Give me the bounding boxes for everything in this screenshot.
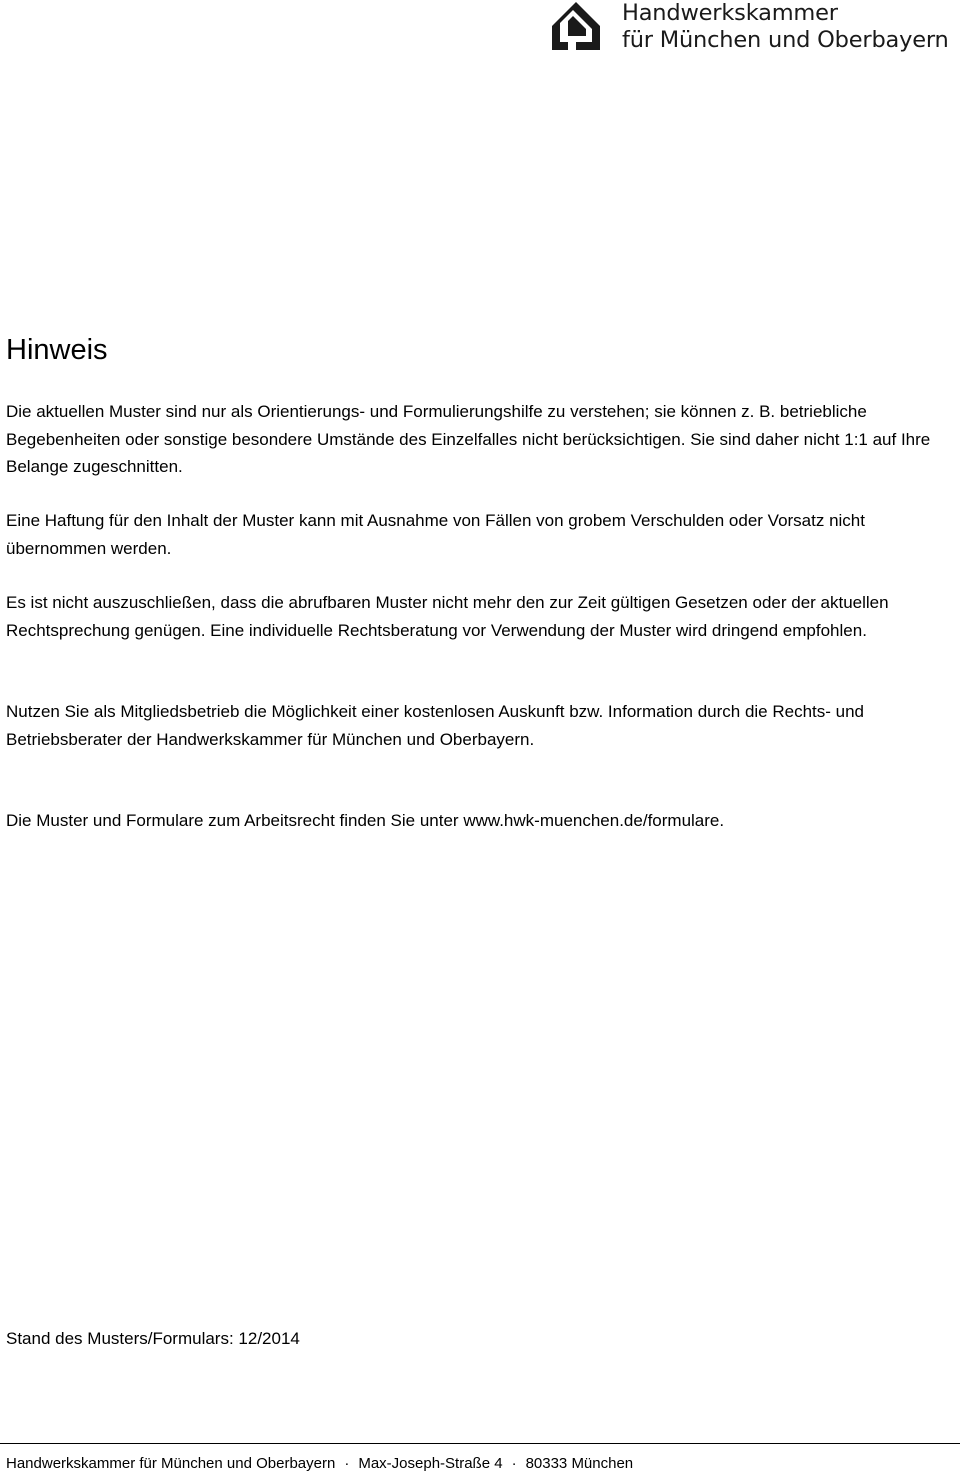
footer-address xyxy=(6,1453,633,1475)
hwk-logo-mark-icon xyxy=(552,2,600,50)
paragraph-forms-link: Die Muster und Formulare zum Arbeitsrecht finden Sie unter www.hwk-muenchen.de/formulare. xyxy=(6,811,725,830)
paragraph-disclaimer: Die aktuellen Muster sind nur als Orientierungs- und Formulierungshilfe zu verstehen; sie können z. B. betriebliche Begebenheiten oder sonstige besondere Umstände des Einzelfalles nicht berücksichtigen. Sie sind daher nicht 1:1 auf Ihre Belange zugeschnitten. xyxy=(6,402,931,476)
footer-street: Max-Joseph-Straße 4 xyxy=(358,1455,503,1472)
logo-line-2: für München und Oberbayern xyxy=(622,27,949,53)
form-version-date: Stand des Musters/Formulars: 12/2014 xyxy=(6,1329,300,1348)
footer-org: Handwerkskammer für München und Oberbayern xyxy=(6,1455,336,1472)
header-logo xyxy=(550,0,960,56)
page-title: Hinweis xyxy=(6,334,108,366)
footer-separator: · xyxy=(344,1455,350,1472)
logo-wordmark xyxy=(622,0,949,54)
paragraph-legal-validity: Es ist nicht auszuschließen, dass die abrufbaren Muster nicht mehr den zur Zeit gültigen Gesetzen oder der aktuellen Rechtsprechung genügen. Eine individuelle Rechtsberatung vor Verwendung der Muster wird dringend empfohlen. xyxy=(6,593,889,640)
paragraph-liability: Eine Haftung für den Inhalt der Muster kann mit Ausnahme von Fällen von grobem Verschulden oder Vorsatz nicht übernommen werden. xyxy=(6,511,865,558)
paragraph-consultation: Nutzen Sie als Mitgliedsbetrieb die Möglichkeit einer kostenlosen Auskunft bzw. Information durch die Rechts- und Betriebsberater der Handwerkskammer für München und Oberbayern. xyxy=(6,702,865,749)
footer-divider xyxy=(0,1443,960,1444)
footer-separator: · xyxy=(511,1455,517,1472)
logo-line-1: Handwerkskammer xyxy=(622,0,838,26)
footer-city: 80333 München xyxy=(525,1455,634,1472)
